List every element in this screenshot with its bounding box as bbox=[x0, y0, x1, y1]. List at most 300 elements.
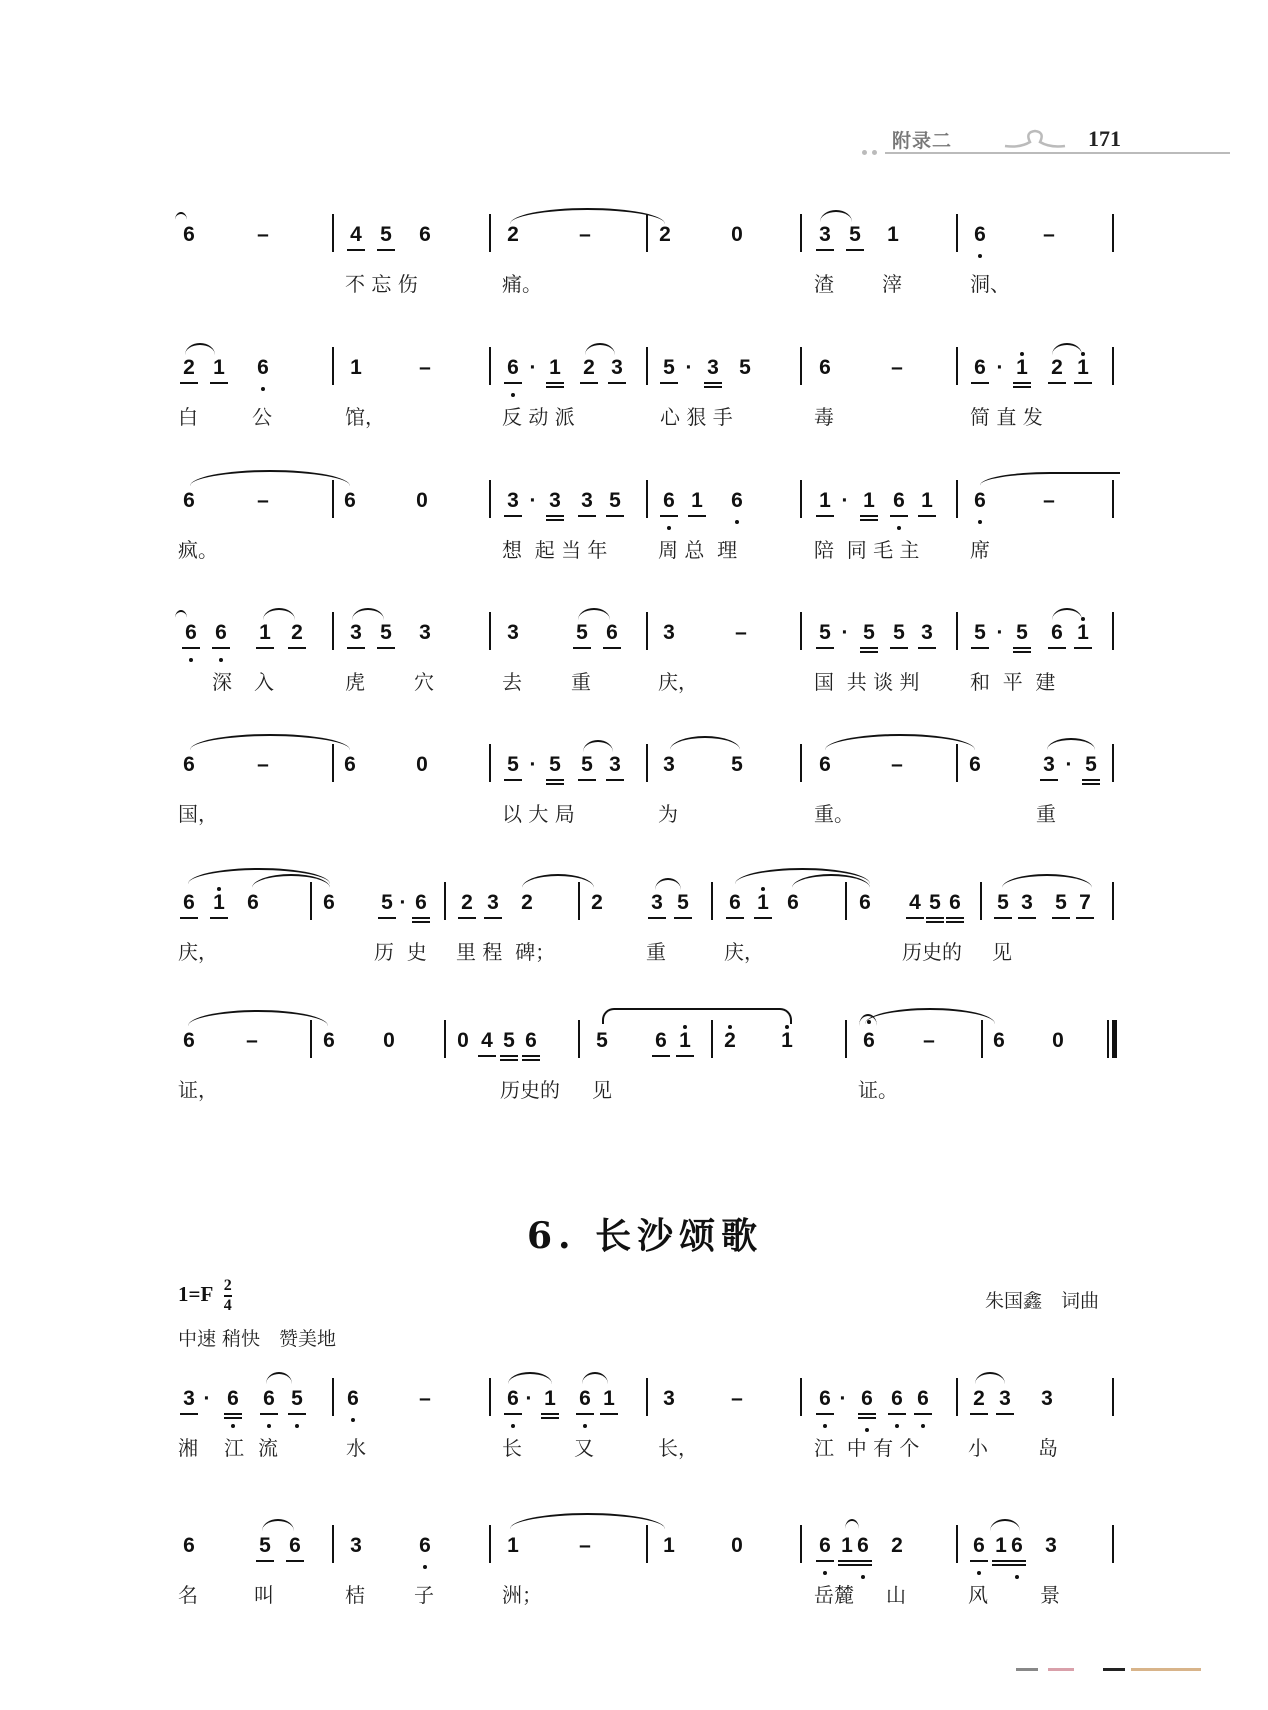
final-barline-thin bbox=[1107, 1020, 1109, 1058]
slur bbox=[990, 1519, 1020, 1531]
lyric: 心 狠 手 bbox=[660, 405, 733, 429]
lyric: 长， bbox=[658, 1436, 698, 1460]
song-credit: 朱国鑫 词曲 bbox=[985, 1290, 1100, 1312]
barline bbox=[800, 214, 802, 252]
score-row-3 bbox=[0, 488, 1268, 578]
note: 1 bbox=[212, 890, 226, 916]
note: 6 bbox=[262, 1386, 276, 1412]
lyric: 历 史 bbox=[374, 940, 427, 964]
note: 3 bbox=[1042, 752, 1056, 778]
barline bbox=[956, 744, 958, 782]
note: 5 bbox=[928, 890, 942, 916]
note: 3 bbox=[998, 1386, 1012, 1412]
note: 6 bbox=[892, 488, 906, 514]
lyric: 陪 同 毛 主 bbox=[814, 538, 920, 562]
note: 3 bbox=[663, 753, 675, 776]
lyric: 和 平 建 bbox=[970, 670, 1056, 694]
note-dash: – bbox=[579, 223, 591, 246]
lyric: 风 bbox=[968, 1583, 988, 1607]
note-dash: – bbox=[731, 1387, 743, 1410]
lyric: 席 bbox=[970, 538, 990, 562]
note: 6 bbox=[183, 223, 195, 246]
barline bbox=[1112, 612, 1114, 650]
note: 6 bbox=[662, 488, 676, 514]
note: 1 bbox=[507, 1534, 519, 1557]
note: 6 bbox=[1010, 1533, 1024, 1559]
note: 6 bbox=[414, 890, 428, 916]
note: 5 bbox=[892, 620, 906, 646]
slur bbox=[185, 343, 215, 355]
note: 5 bbox=[818, 620, 832, 646]
note-dash: – bbox=[735, 621, 747, 644]
note: 3 bbox=[486, 890, 500, 916]
score-row-7 bbox=[0, 1028, 1268, 1118]
note: 6 bbox=[323, 1029, 335, 1052]
note: 6 bbox=[418, 1533, 432, 1559]
note: 6 bbox=[728, 890, 742, 916]
lyric: 庆， bbox=[724, 940, 764, 964]
lyric: 子 bbox=[414, 1583, 434, 1607]
lyric: 滓 bbox=[882, 272, 902, 296]
note: 2 bbox=[507, 223, 519, 246]
barline bbox=[444, 882, 446, 920]
lyric: 见 bbox=[592, 1078, 612, 1102]
score-row-5 bbox=[0, 752, 1268, 842]
note: 1 bbox=[1076, 355, 1090, 381]
note: · bbox=[525, 1387, 533, 1410]
lyric: 国 共 谈 判 bbox=[814, 670, 920, 694]
note: 3 bbox=[419, 621, 431, 644]
note: 6 bbox=[654, 1028, 668, 1054]
lyric: 国， bbox=[178, 802, 218, 826]
note: 3 bbox=[1020, 890, 1034, 916]
note: 1 bbox=[862, 488, 876, 514]
note: 3 bbox=[182, 1386, 196, 1412]
slur bbox=[578, 608, 610, 620]
slur bbox=[585, 343, 615, 355]
tie bbox=[510, 1513, 665, 1529]
tie bbox=[190, 734, 350, 750]
note: 5 bbox=[379, 620, 393, 646]
song-row-2 bbox=[0, 1533, 1268, 1623]
barline bbox=[956, 214, 958, 252]
barline bbox=[646, 744, 648, 782]
lyric: 庆， bbox=[658, 670, 698, 694]
barline bbox=[1112, 347, 1114, 385]
lyric: 桔 bbox=[345, 1583, 365, 1607]
note: · bbox=[399, 891, 407, 914]
note-dash: – bbox=[257, 753, 269, 776]
lyric: 江 bbox=[224, 1436, 244, 1460]
slur bbox=[820, 210, 852, 222]
note: 2 bbox=[891, 1534, 903, 1557]
barline bbox=[1112, 882, 1114, 920]
note: 0 bbox=[416, 753, 428, 776]
lyric: 不 忘 伤 bbox=[345, 272, 418, 296]
note: 5 bbox=[1054, 890, 1068, 916]
slur bbox=[582, 1372, 608, 1384]
note: 1 bbox=[1015, 355, 1029, 381]
lyric: 名 bbox=[178, 1583, 198, 1607]
page-number: 171 bbox=[1088, 126, 1121, 151]
note: 3 bbox=[663, 621, 675, 644]
final-barline-thick bbox=[1112, 1020, 1117, 1058]
note: 3 bbox=[1045, 1534, 1057, 1557]
note: 3 bbox=[650, 890, 664, 916]
lyric: 去 bbox=[502, 670, 522, 694]
footer-strip-dark bbox=[1103, 1668, 1125, 1671]
note: 6 bbox=[1050, 620, 1064, 646]
header-rule bbox=[885, 152, 1230, 154]
barline bbox=[800, 347, 802, 385]
barline bbox=[578, 1020, 580, 1058]
note: 1 bbox=[548, 355, 562, 381]
header-dot bbox=[872, 150, 877, 155]
lyric: 证。 bbox=[858, 1078, 898, 1102]
note: 6 bbox=[506, 355, 520, 381]
note-dash: – bbox=[419, 356, 431, 379]
key-signature bbox=[178, 1278, 232, 1314]
tie bbox=[980, 472, 1120, 488]
note-dash: – bbox=[246, 1029, 258, 1052]
note: 2 bbox=[972, 1386, 986, 1412]
note: 1 bbox=[690, 488, 704, 514]
barline bbox=[489, 347, 491, 385]
note: 3 bbox=[818, 222, 832, 248]
lyric: 又 bbox=[574, 1436, 594, 1460]
barline bbox=[845, 1020, 847, 1058]
barline bbox=[800, 1378, 802, 1416]
note: 4 bbox=[480, 1028, 494, 1054]
note: 3 bbox=[610, 355, 624, 381]
note: 0 bbox=[1052, 1029, 1064, 1052]
note: 5 bbox=[996, 890, 1010, 916]
note: 1 bbox=[887, 223, 899, 246]
note-dash: – bbox=[891, 753, 903, 776]
note: 6 bbox=[948, 890, 962, 916]
note: 6 bbox=[506, 1386, 520, 1412]
note: 0 bbox=[731, 1534, 743, 1557]
note: 1 bbox=[818, 488, 832, 514]
note: 5 bbox=[380, 890, 394, 916]
slur bbox=[845, 1519, 859, 1529]
note-dash: – bbox=[257, 223, 269, 246]
song-row-1 bbox=[0, 1386, 1268, 1476]
note-dash: – bbox=[419, 1387, 431, 1410]
footer-strip-gray bbox=[1016, 1668, 1038, 1671]
slur bbox=[262, 1519, 294, 1531]
note: 5 bbox=[379, 222, 393, 248]
note: 1 bbox=[920, 488, 934, 514]
barline bbox=[310, 1020, 312, 1058]
note: 1 bbox=[663, 1534, 675, 1557]
note-dash: – bbox=[891, 356, 903, 379]
lyric: 见 bbox=[992, 940, 1012, 964]
note: 6 bbox=[819, 356, 831, 379]
song-title: 6. 长沙颂歌 bbox=[527, 1215, 764, 1257]
note: 6 bbox=[972, 1533, 986, 1559]
lyric: 岛 bbox=[1038, 1436, 1058, 1460]
tie bbox=[188, 1010, 328, 1026]
barline bbox=[646, 1525, 648, 1563]
note: 6 bbox=[344, 753, 356, 776]
barline bbox=[1112, 1378, 1114, 1416]
barline bbox=[800, 744, 802, 782]
barline bbox=[800, 480, 802, 518]
slur bbox=[1047, 738, 1095, 750]
barline bbox=[310, 882, 312, 920]
note: · bbox=[529, 489, 537, 512]
lyric: 叫 bbox=[254, 1583, 274, 1607]
note: 2 bbox=[591, 891, 603, 914]
barline bbox=[1112, 744, 1114, 782]
tempo-marking: 中速 稍快 赞美地 bbox=[178, 1328, 337, 1350]
barline bbox=[800, 1525, 802, 1563]
lyric: 虎 bbox=[345, 670, 365, 694]
note: 6 bbox=[226, 1386, 240, 1412]
lyric: 景 bbox=[1040, 1583, 1060, 1607]
score-row-2 bbox=[0, 355, 1268, 445]
slur bbox=[583, 740, 613, 752]
note: 0 bbox=[731, 223, 743, 246]
tie bbox=[825, 734, 975, 750]
note: 3 bbox=[663, 1387, 675, 1410]
note: · bbox=[841, 621, 849, 644]
note: 5 bbox=[731, 753, 743, 776]
note: 6 bbox=[818, 1533, 832, 1559]
note: 6 bbox=[973, 488, 987, 514]
note: 3 bbox=[548, 488, 562, 514]
note: 6 bbox=[344, 489, 356, 512]
header-dot bbox=[862, 150, 867, 155]
note: 5 bbox=[848, 222, 862, 248]
lyric: 重 bbox=[1036, 802, 1056, 826]
lyric: 重 bbox=[646, 940, 666, 964]
lyric: 以 大 局 bbox=[502, 802, 575, 826]
lyric: 反 动 派 bbox=[502, 405, 575, 429]
slur bbox=[352, 608, 384, 620]
note: 3 bbox=[349, 620, 363, 646]
note: · bbox=[1065, 753, 1073, 776]
lyric: 公 bbox=[252, 405, 272, 429]
note: 5 bbox=[662, 355, 676, 381]
note: 6 bbox=[524, 1028, 538, 1054]
note: 6 bbox=[862, 1028, 876, 1054]
barline bbox=[332, 214, 334, 252]
note: 6 bbox=[819, 753, 831, 776]
lyric: 周 总 理 bbox=[658, 538, 738, 562]
barline bbox=[956, 1378, 958, 1416]
barline bbox=[489, 214, 491, 252]
note: 1 bbox=[543, 1386, 557, 1412]
tie bbox=[175, 212, 187, 220]
section-label: 附录二 bbox=[892, 130, 953, 152]
note: 6 bbox=[859, 891, 871, 914]
note: 6 bbox=[256, 355, 270, 381]
lyric: 穴 bbox=[414, 670, 434, 694]
lyric: 洞、 bbox=[970, 272, 1010, 296]
note-dash: – bbox=[579, 1534, 591, 1557]
barline bbox=[711, 1020, 713, 1058]
barline bbox=[444, 1020, 446, 1058]
note: 2 bbox=[582, 355, 596, 381]
note: 3 bbox=[506, 488, 520, 514]
note: · bbox=[841, 489, 849, 512]
lyric: 流 bbox=[258, 1436, 278, 1460]
note: 6 bbox=[856, 1533, 870, 1559]
note: · bbox=[996, 356, 1004, 379]
note: 6 bbox=[818, 1386, 832, 1412]
barline bbox=[711, 882, 713, 920]
note: 6 bbox=[247, 891, 259, 914]
barline bbox=[646, 214, 648, 252]
barline bbox=[646, 480, 648, 518]
lyric: 重 bbox=[571, 670, 591, 694]
note: 5 bbox=[739, 356, 751, 379]
note: 3 bbox=[580, 488, 594, 514]
barline bbox=[1112, 1525, 1114, 1563]
slur bbox=[508, 1372, 552, 1384]
bracket-slur bbox=[602, 1008, 792, 1024]
ribbon-ornament-icon bbox=[1000, 128, 1070, 154]
lyric: 水 bbox=[346, 1436, 366, 1460]
lyric: 疯。 bbox=[178, 538, 218, 562]
note: 6 bbox=[993, 1029, 1005, 1052]
note: 6 bbox=[183, 489, 195, 512]
lyric: 为 bbox=[658, 802, 678, 826]
note: 3 bbox=[350, 1534, 362, 1557]
note: 0 bbox=[383, 1029, 395, 1052]
note: 1 bbox=[350, 356, 362, 379]
note: 6 bbox=[184, 620, 198, 646]
note: 0 bbox=[416, 489, 428, 512]
note: 4 bbox=[908, 890, 922, 916]
barline bbox=[332, 612, 334, 650]
barline bbox=[489, 480, 491, 518]
lyric: 渣 bbox=[814, 272, 834, 296]
score-row-4 bbox=[0, 620, 1268, 710]
note: 6 bbox=[323, 891, 335, 914]
note: · bbox=[996, 621, 1004, 644]
slur bbox=[1052, 343, 1082, 355]
note: 5 bbox=[548, 752, 562, 778]
note: 6 bbox=[787, 891, 799, 914]
lyric: 湘 bbox=[178, 1436, 198, 1460]
barline bbox=[332, 744, 334, 782]
note: 5 bbox=[575, 620, 589, 646]
slur bbox=[1002, 874, 1092, 888]
lyric: 白 bbox=[178, 405, 198, 429]
barline bbox=[646, 347, 648, 385]
key-label: 1=F bbox=[178, 1281, 213, 1306]
tie bbox=[190, 470, 350, 486]
note: 6 bbox=[578, 1386, 592, 1412]
note: 5 bbox=[1084, 752, 1098, 778]
note: 6 bbox=[183, 753, 195, 776]
barline bbox=[578, 882, 580, 920]
note-dash: – bbox=[923, 1029, 935, 1052]
note: 2 bbox=[290, 620, 304, 646]
note: · bbox=[529, 753, 537, 776]
note: 6 bbox=[973, 222, 987, 248]
note: 5 bbox=[506, 752, 520, 778]
note: 1 bbox=[258, 620, 272, 646]
footer-strip-tan bbox=[1131, 1668, 1201, 1671]
tie bbox=[175, 610, 187, 618]
lyric: 长 bbox=[502, 1436, 522, 1460]
note: 6 bbox=[288, 1533, 302, 1559]
note: 6 bbox=[969, 753, 981, 776]
note: 1 bbox=[840, 1533, 854, 1559]
note: 6 bbox=[214, 620, 228, 646]
note: 1 bbox=[1076, 620, 1090, 646]
note: 6 bbox=[730, 488, 744, 514]
note: 6 bbox=[183, 1534, 195, 1557]
note: 5 bbox=[608, 488, 622, 514]
note: 1 bbox=[994, 1533, 1008, 1559]
note: 1 bbox=[780, 1028, 794, 1054]
note: 5 bbox=[502, 1028, 516, 1054]
note: 6 bbox=[890, 1386, 904, 1412]
note: 2 bbox=[182, 355, 196, 381]
barline bbox=[332, 1525, 334, 1563]
barline bbox=[800, 612, 802, 650]
note: 6 bbox=[605, 620, 619, 646]
note: 6 bbox=[183, 1029, 195, 1052]
barline bbox=[332, 480, 334, 518]
time-signature: $\frac{2}{4}$ bbox=[223, 1277, 232, 1314]
note: 2 bbox=[723, 1028, 737, 1054]
footer-strip-pink bbox=[1048, 1668, 1074, 1671]
note: 2 bbox=[460, 890, 474, 916]
lyric: 馆， bbox=[345, 405, 385, 429]
note: 1 bbox=[602, 1386, 616, 1412]
note: · bbox=[685, 356, 693, 379]
barline bbox=[956, 480, 958, 518]
note: 7 bbox=[1078, 890, 1092, 916]
barline bbox=[489, 612, 491, 650]
note: 3 bbox=[608, 752, 622, 778]
barline bbox=[980, 882, 982, 920]
note: 5 bbox=[596, 1029, 608, 1052]
slur bbox=[263, 608, 295, 620]
note: 6 bbox=[973, 355, 987, 381]
note: 5 bbox=[676, 890, 690, 916]
barline bbox=[489, 1378, 491, 1416]
lyric: 小 bbox=[968, 1436, 988, 1460]
note: 1 bbox=[212, 355, 226, 381]
lyric: 历史的 bbox=[902, 940, 962, 964]
lyric: 深 bbox=[212, 670, 232, 694]
lyric: 痛。 bbox=[502, 272, 542, 296]
barline bbox=[646, 612, 648, 650]
note: 6 bbox=[860, 1386, 874, 1412]
note: 4 bbox=[349, 222, 363, 248]
lyric: 简 直 发 bbox=[970, 405, 1043, 429]
note: 3 bbox=[920, 620, 934, 646]
lyric: 山 bbox=[886, 1583, 906, 1607]
slur bbox=[1052, 608, 1082, 620]
note: · bbox=[839, 1387, 847, 1410]
slur bbox=[670, 736, 740, 750]
note: 1 bbox=[678, 1028, 692, 1054]
note: 5 bbox=[258, 1533, 272, 1559]
barline bbox=[956, 612, 958, 650]
note: 3 bbox=[1041, 1387, 1053, 1410]
note: 3 bbox=[507, 621, 519, 644]
slur bbox=[975, 1372, 1005, 1384]
barline bbox=[332, 347, 334, 385]
